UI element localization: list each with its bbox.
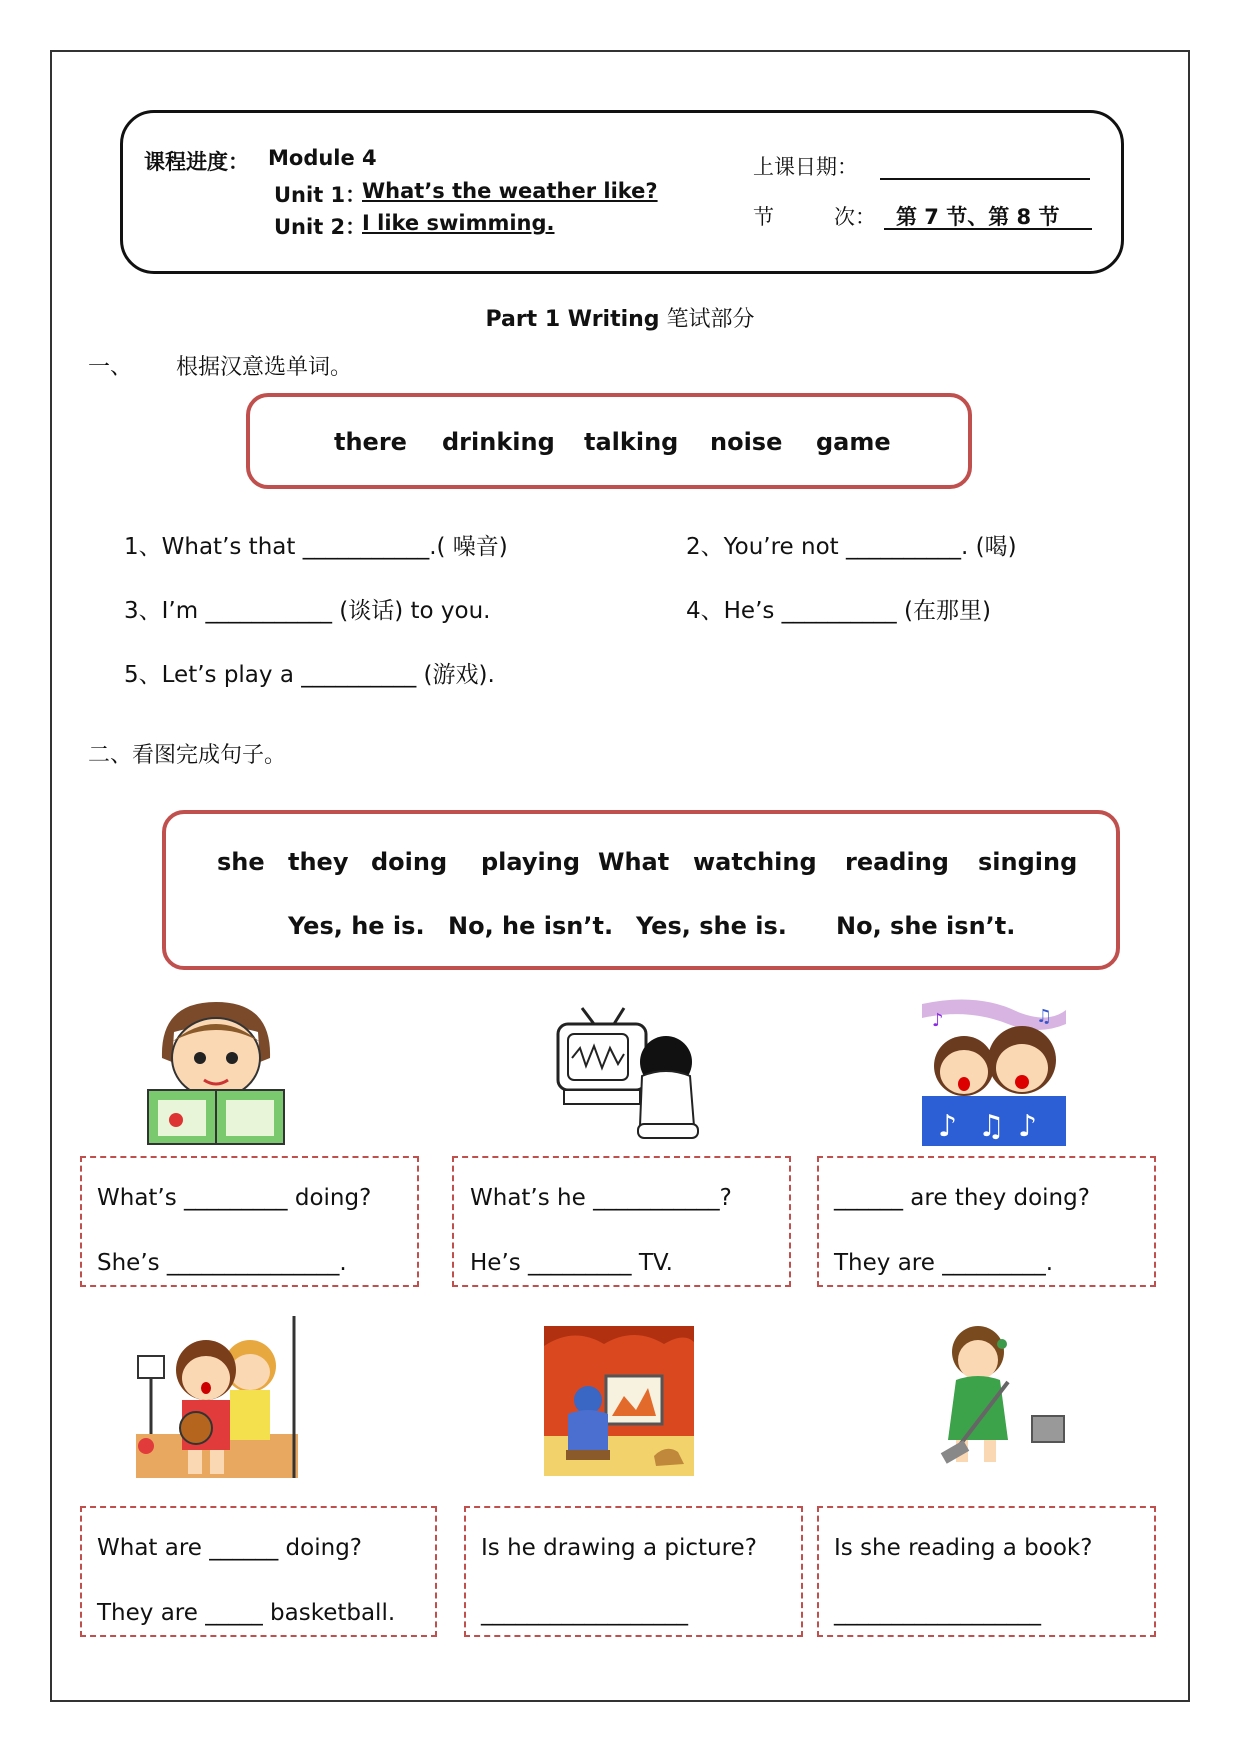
exercise-1-line-1: What’s _________ doing? [97, 1185, 372, 1211]
section1-heading: 根据汉意选单词。 [176, 355, 353, 380]
progress-label: 课程进度： [144, 150, 249, 174]
question-2: 2、You’re not __________. (喝) [686, 534, 1017, 560]
exercise-6-line-1: Is she reading a book? [834, 1535, 1093, 1561]
question-1: 1、What’s that ___________.( 噪音) [124, 534, 508, 560]
word-bank-2-item: they [288, 848, 349, 876]
word-bank-1-item: there [334, 428, 407, 456]
word-bank-2-item: What [598, 848, 670, 876]
boy-watching-tv-picture [554, 1006, 706, 1146]
exercise-3-line-2: They are _________. [834, 1250, 1054, 1276]
date-label: 上课日期： [753, 155, 858, 179]
word-bank-1-item: drinking [442, 428, 555, 456]
woman-sweeping-picture [918, 1322, 1070, 1472]
svg-text:♫: ♫ [978, 1109, 1005, 1144]
word-bank-2-item: singing [978, 848, 1078, 876]
session-underline [884, 228, 1092, 230]
exercise-3-line-1: ______ are they doing? [834, 1185, 1090, 1211]
exercise-2-line-2: He’s _________ TV. [470, 1250, 673, 1276]
exercise-5-line-2: __________________ [481, 1600, 688, 1626]
answer-option: No, he isn’t. [448, 912, 614, 940]
word-bank-1-item: talking [584, 428, 679, 456]
girl-reading-picture [140, 996, 292, 1148]
session-value: 第 7 节、第 8 节 [896, 205, 1060, 229]
session-label-2: 次： [834, 205, 876, 229]
word-bank-1-item: noise [710, 428, 783, 456]
svg-text:♪: ♪ [932, 1010, 944, 1031]
unit2-title: I like swimming. [362, 211, 555, 235]
part-title-rest: 笔试部分 [666, 307, 755, 332]
question-4: 4、He’s __________ (在那里) [686, 598, 991, 624]
boy-drawing-picture [544, 1326, 694, 1476]
answer-option: Yes, she is. [636, 912, 787, 940]
question-3: 3、I’m ___________ (谈话) to you. [124, 598, 491, 624]
word-bank-2 [162, 810, 1120, 970]
module-name: Module 4 [268, 146, 377, 170]
exercise-1-line-2: She’s _______________. [97, 1250, 347, 1276]
word-bank-2-item: doing [371, 848, 448, 876]
exercise-6-line-2: __________________ [834, 1600, 1041, 1626]
svg-text:♪: ♪ [938, 1109, 958, 1144]
section2-heading: 二、看图完成句子。 [88, 743, 287, 768]
section1-number: 一、 [88, 355, 133, 380]
session-label-1: 节 [753, 205, 774, 229]
date-blank [880, 178, 1090, 180]
exercise-5-line-1: Is he drawing a picture? [481, 1535, 757, 1561]
svg-text:♫: ♫ [1036, 1006, 1053, 1027]
answer-option: Yes, he is. [288, 912, 425, 940]
word-bank-1-item: game [816, 428, 891, 456]
exercise-2-line-1: What’s he ___________? [470, 1185, 732, 1211]
word-bank-2-item: watching [693, 848, 817, 876]
svg-text:♪: ♪ [1018, 1109, 1038, 1144]
exercise-4-line-2: They are _____ basketball. [97, 1600, 396, 1626]
unit1-label: Unit 1： [274, 183, 367, 207]
word-bank-2-item: reading [845, 848, 949, 876]
part-title-bold: Part 1 Writing [485, 307, 660, 332]
children-singing-picture [918, 996, 1070, 1146]
word-bank-2-item: playing [481, 848, 580, 876]
exercise-4-line-1: What are ______ doing? [97, 1535, 363, 1561]
children-playing-basketball-picture [136, 1316, 298, 1478]
question-5: 5、Let’s play a __________ (游戏). [124, 662, 495, 688]
unit2-label: Unit 2： [274, 215, 367, 239]
word-bank-2-item: she [217, 848, 265, 876]
unit1-title: What’s the weather like? [362, 179, 658, 203]
part-title [0, 302, 1240, 333]
answer-option: No, she isn’t. [836, 912, 1016, 940]
